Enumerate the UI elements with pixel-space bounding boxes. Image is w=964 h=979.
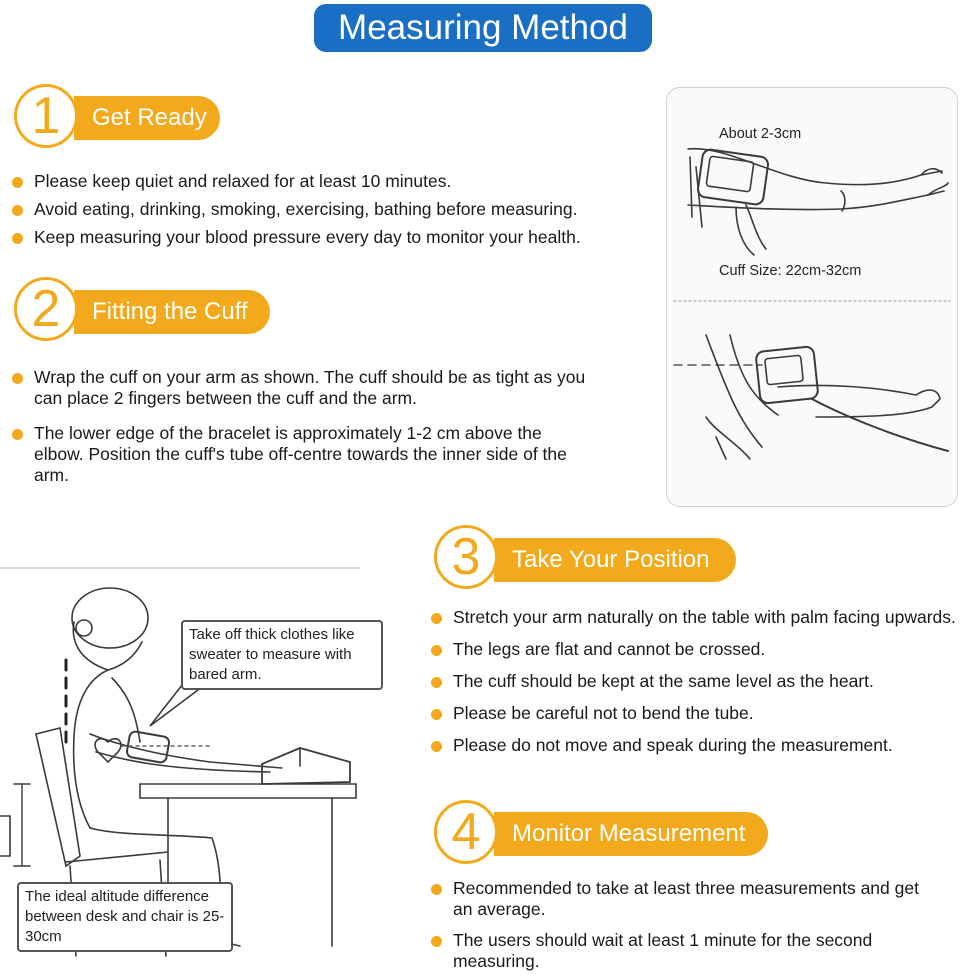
list-item: The cuff should be kept at the same level as the heart.: [431, 671, 961, 692]
step-2-number: 2: [14, 277, 78, 341]
list-item: Avoid eating, drinking, smoking, exercising, bathing before measuring.: [12, 199, 662, 220]
step-3-bullets: [431, 607, 961, 756]
cuff-size-label: Cuff Size: 22cm-32cm: [719, 263, 862, 279]
step-3-label: Take Your Position: [494, 538, 736, 582]
list-item: The lower edge of the bracelet is approximately 1-2 cm above the elbow. Position the cuff's tube off-centre towards the inner side of the arm.: [12, 423, 587, 486]
step-4-number: 4: [434, 800, 498, 864]
step-4-bullets: [431, 878, 931, 972]
step-3-number: 3: [434, 525, 498, 589]
list-item: Please keep quiet and relaxed for at least 10 minutes.: [12, 171, 662, 192]
list-item: Please do not move and speak during the measurement.: [431, 735, 961, 756]
step-2-bullets: [12, 367, 587, 486]
list-item: Stretch your arm naturally on the table with palm facing upwards.: [431, 607, 961, 628]
list-item: Please be careful not to bend the tube.: [431, 703, 961, 724]
step-1-number: 1: [14, 84, 78, 148]
page-title: Measuring Method: [314, 4, 652, 52]
list-item: Wrap the cuff on your arm as shown. The cuff should be as tight as you can place 2 fingers between the cuff and the arm.: [12, 367, 587, 409]
step-2-label: Fitting the Cuff: [74, 290, 270, 334]
list-item: Recommended to take at least three measurements and get an average.: [431, 878, 931, 920]
callout-altitude: The ideal altitude difference between desk and chair is 25-30cm: [17, 882, 233, 952]
list-item: Keep measuring your blood pressure every day to monitor your health.: [12, 227, 662, 248]
step-1-bullets: [12, 171, 662, 248]
list-item: The legs are flat and cannot be crossed.: [431, 639, 961, 660]
cuff-distance-label: About 2-3cm: [719, 126, 802, 142]
list-item: The users should wait at least 1 minute for the second measuring.: [431, 930, 931, 972]
callout-clothes: Take off thick clothes like sweater to measure with bared arm.: [181, 620, 383, 690]
step-4-label: Monitor Measurement: [494, 812, 768, 856]
step-1-label: Get Ready: [74, 96, 220, 140]
cuff-arm-illustration: [666, 87, 958, 507]
